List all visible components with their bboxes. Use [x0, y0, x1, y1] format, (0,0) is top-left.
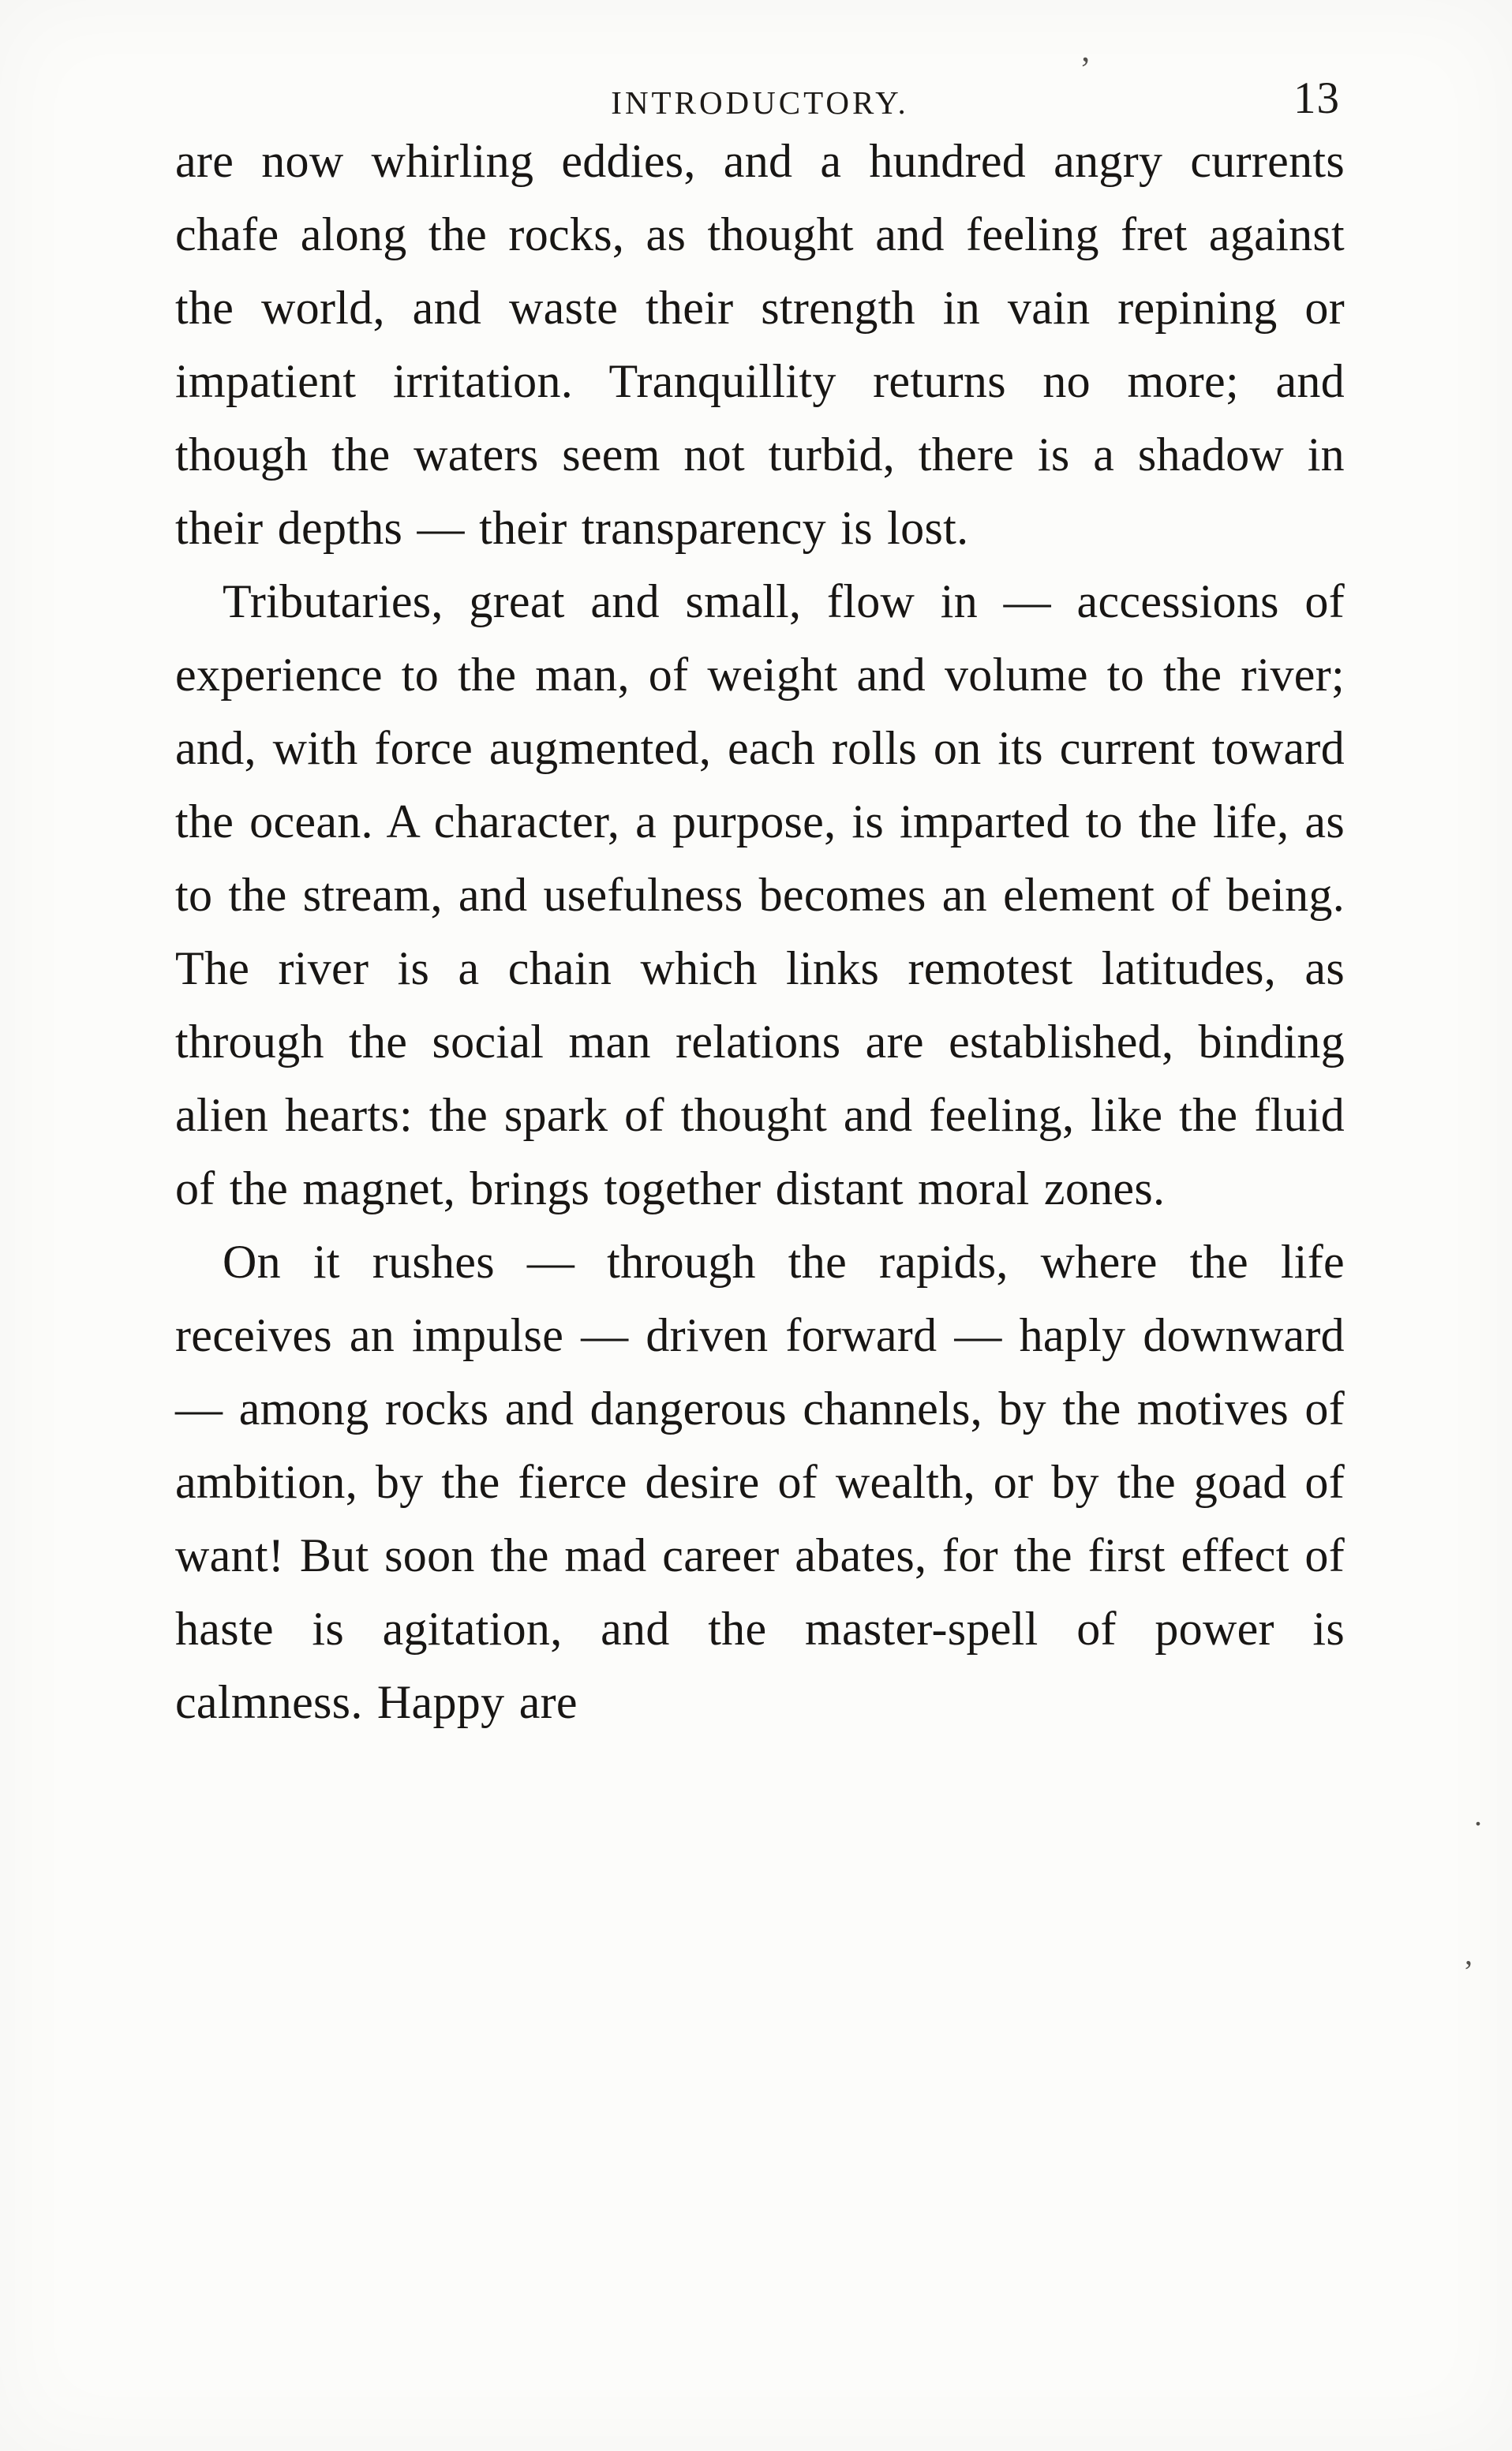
running-head-title: INTRODUCTORY. [611, 84, 909, 121]
scan-artifact-comma: , [1465, 1936, 1473, 1971]
paragraph-1: are now whirling eddies, and a hundred angry currents chafe along the rocks, as thought and feeling fret against the world, and waste their strength in vain repining or impatient irritation. Tranquillity returns no more; and though the waters seem not turbid, there is a shadow in their depths — their transparency is lost. [175, 135, 1345, 554]
scan-artifact-dot: . [1474, 1797, 1482, 1832]
page-number: 13 [1293, 73, 1340, 123]
scan-artifact-tick: ’ [1080, 50, 1091, 88]
page-body [175, 125, 1345, 1739]
paragraph-2: Tributaries, great and small, flow in — accessions of experience to the man, of weight and volume to the river; and, with force augmented, each rolls on its current toward the ocean. A character, a purpose, is imparted to the life, as to the stream, and usefulness becomes an element of being. The river is a chain which links remotest latitudes, as through the social man relations are established, binding alien hearts: the spark of thought and feeling, like the fluid of the magnet, brings together distant moral zones. [175, 575, 1345, 1214]
paragraph-3: On it rushes — through the rapids, where the life receives an impulse — driven forward — haply downward — among rocks and dangerous channels, by the motives of ambition, by the fierce desire of wealth, or by the goad of want! But soon the mad career abates, for the first effect of haste is agitation, and the master-spell of power is calmness. Happy are [175, 1236, 1345, 1728]
